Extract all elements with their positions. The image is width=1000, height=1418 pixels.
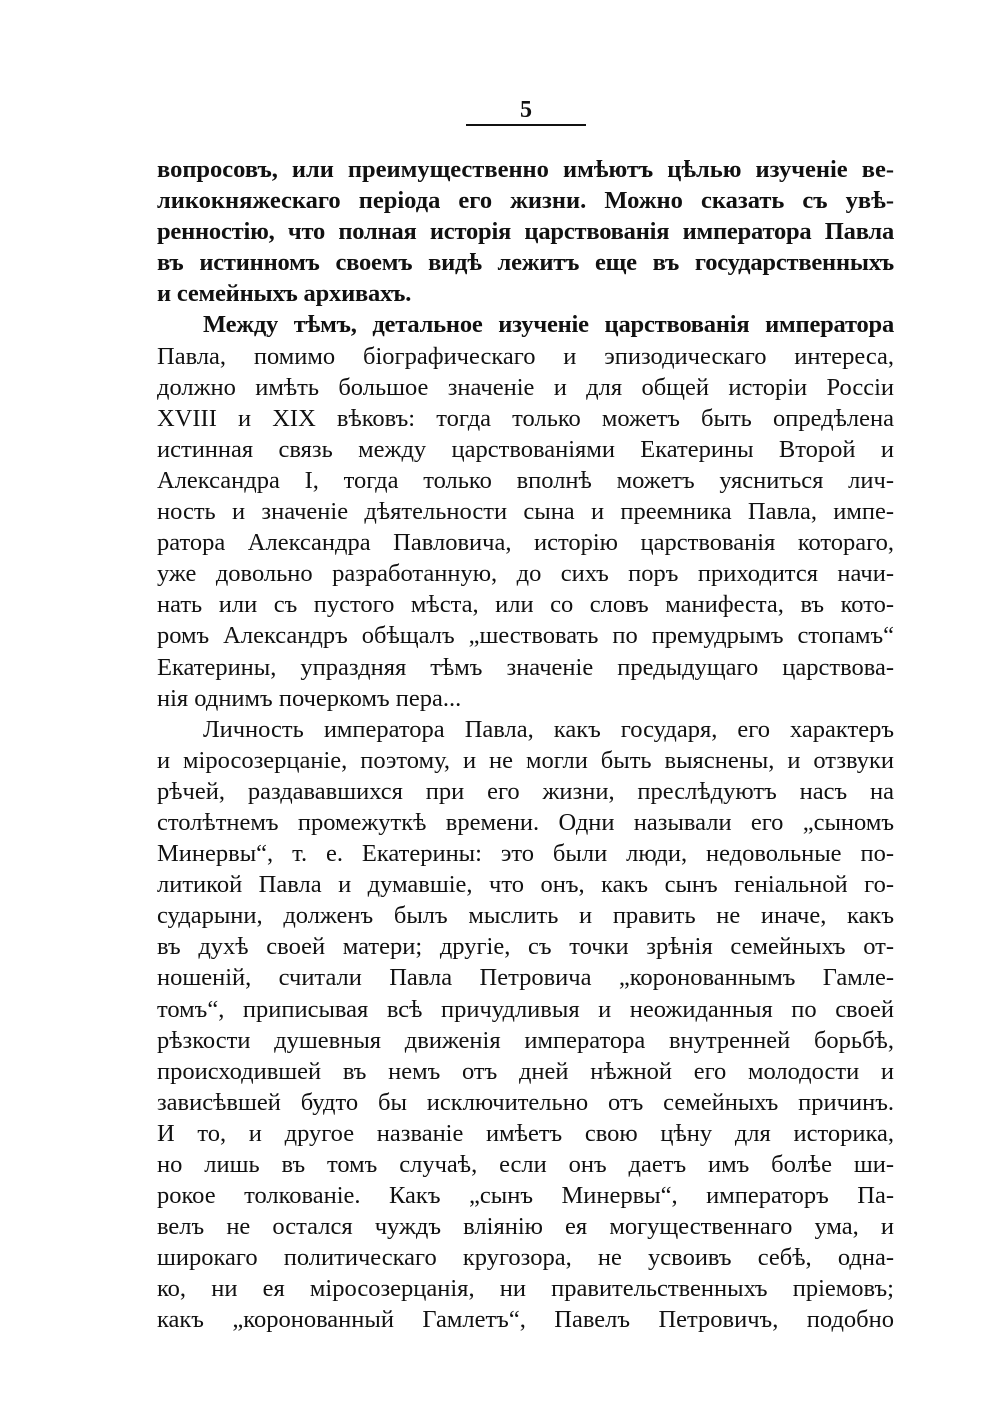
text-line: рѣчей, раздававшихся при его жизни, преслѣдуютъ насъ на xyxy=(157,777,894,805)
text-line: уже довольно разработанную, до сихъ поръ приходится начи- xyxy=(157,560,894,588)
text-line: столѣтнемъ промежуткѣ времени. Одни называли его „сыномъ xyxy=(157,808,894,836)
text-line: нать или съ пустого мѣста, или со словъ манифеста, въ кото- xyxy=(157,591,894,619)
text-line: въ духѣ своей матери; другіе, съ точки зрѣнія семейныхъ от- xyxy=(157,933,894,961)
text-line: должно имѣть большое значеніе и для общей исторіи Россіи xyxy=(157,373,894,401)
text-line: въ истинномъ своемъ видѣ лежитъ еще въ государственныхъ xyxy=(157,249,894,277)
text-line: и міросозерцаніе, поэтому, и не могли быть выяснены, и отзвуки xyxy=(157,746,894,774)
text-line: велъ не остался чуждъ вліянію ея могущественнаго ума, и xyxy=(157,1213,894,1241)
text-line: ношеній, считали Павла Петровича „коронованнымъ Гамле- xyxy=(157,964,894,992)
text-line: но лишь въ томъ случаѣ, если онъ даетъ имъ болѣе ши- xyxy=(157,1151,894,1178)
text-line: вопросовъ, или преимущественно имѣютъ цѣлью изученіе ве- xyxy=(157,156,894,183)
text-line: ликокняжескаго періода его жизни. Можно сказать съ увѣ- xyxy=(157,187,894,215)
text-line: широкаго политическаго кругозора, не усвоивъ себѣ, одна- xyxy=(157,1244,894,1272)
page-number: 5 xyxy=(520,97,532,123)
text-line: Екатерины, упраздняя тѣмъ значеніе предыдущаго царствова- xyxy=(157,653,894,681)
text-line: истинная связь между царствованіями Екатерины Второй и xyxy=(157,435,894,463)
paragraph-first-line: Личность императора Павла, какъ государя, его характеръ xyxy=(203,715,894,743)
text-line: Александра I, тогда только вполнѣ можетъ уясниться лич- xyxy=(157,466,894,494)
text-line: зависѣвшей будто бы исключительно отъ семейныхъ причинъ. xyxy=(157,1088,894,1116)
text-line: ратора Александра Павловича, исторію царствованія котораго, xyxy=(157,529,894,557)
text-line: ность и значеніе дѣятельности сына и преемника Павла, импе- xyxy=(157,498,894,526)
text-line: XVIII и XIX вѣковъ: тогда только можетъ быть опредѣлена xyxy=(157,404,894,432)
text-line: и семейныхъ архивахъ. xyxy=(157,280,412,308)
text-line: сударыни, долженъ былъ мыслить и править не иначе, какъ xyxy=(157,902,894,930)
text-line: Павла, помимо біографическаго и эпизодическаго интереса, xyxy=(157,342,894,370)
text-line: рокое толкованіе. Какъ „сынъ Минервы“, императоръ Па- xyxy=(157,1182,894,1210)
body-text xyxy=(157,154,894,1336)
text-line: какъ „коронованный Гамлетъ“, Павелъ Петровичъ, подобно xyxy=(157,1306,894,1334)
text-line: Минервы“, т. е. Екатерины: это были люди, недовольные по- xyxy=(157,840,894,868)
text-line: И то, и другое названіе имѣетъ свою цѣну для историка, xyxy=(157,1119,894,1147)
text-line: ко, ни ея міросозерцанія, ни правительственныхъ пріемовъ; xyxy=(157,1275,894,1303)
text-line: ромъ Александръ обѣщалъ „шествовать по премудрымъ стопамъ“ xyxy=(157,622,894,650)
text-line: литикой Павла и думавшіе, что онъ, какъ сынъ геніальной го- xyxy=(157,871,894,899)
text-line: происходившей въ немъ отъ дней нѣжной его молодости и xyxy=(157,1057,894,1085)
page-number-rule xyxy=(466,124,586,126)
text-line: рѣзкости душевныя движенія императора внутренней борьбѣ, xyxy=(157,1026,894,1054)
text-line: нія однимъ почеркомъ пера... xyxy=(157,684,462,712)
paragraph-first-line: Между тѣмъ, детальное изученіе царствованія императора xyxy=(203,311,894,339)
page-number-container xyxy=(466,96,586,124)
text-line: ренностію, что полная исторія царствованія императора Павла xyxy=(157,218,894,246)
text-line: томъ“, приписывая всѣ причудливыя и неожиданныя по своей xyxy=(157,995,894,1023)
